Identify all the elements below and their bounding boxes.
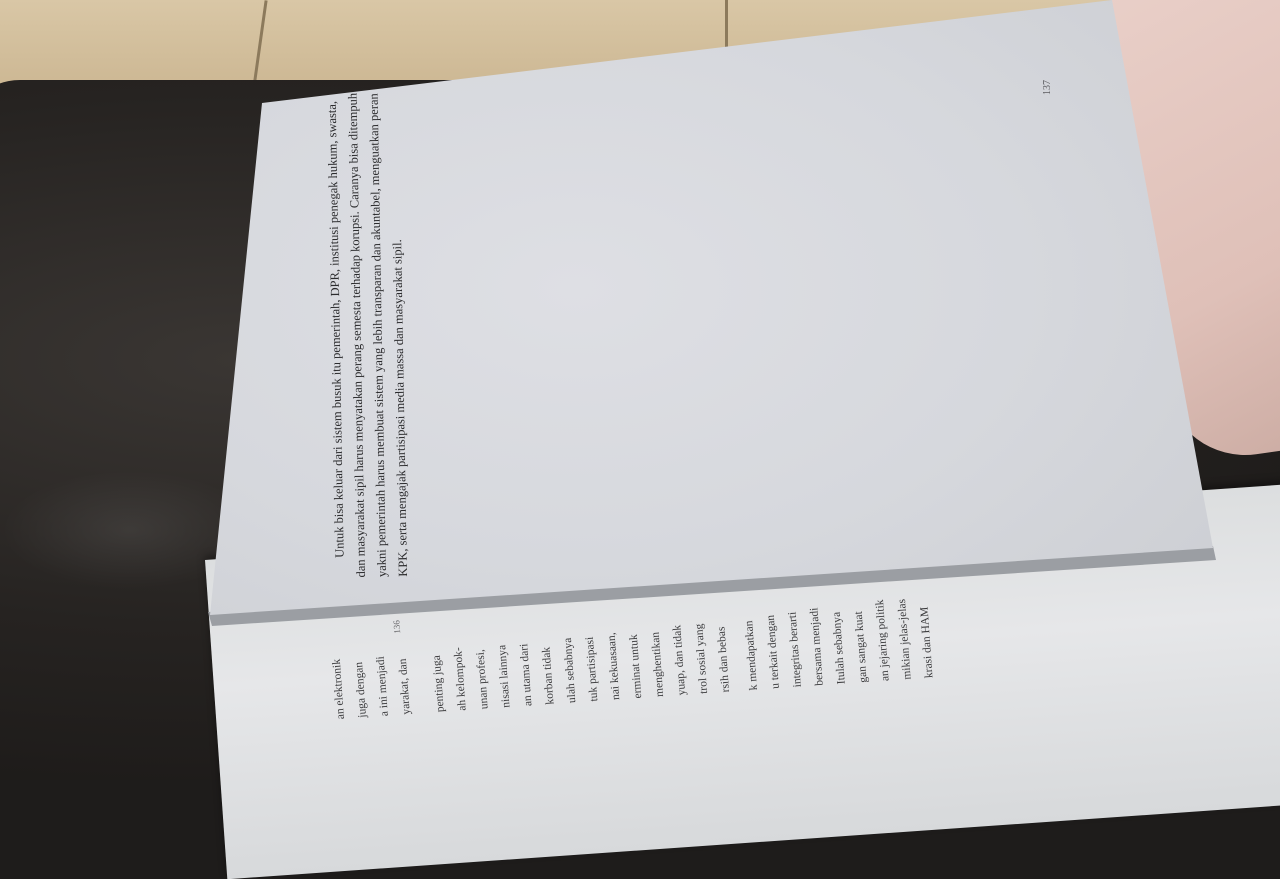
text-line: gan sangat kuat [852,610,870,684]
text-line: an elektronik [330,658,347,720]
text-line: unan profesi, [474,648,491,710]
text-line: yarakat, dan [396,658,413,716]
text-line: krasi dan HAM [918,606,936,679]
text-line: juga dengan [353,661,369,719]
text-line: KPK, serta mengajak partisipasi media massa dan masyarakat sipil. [390,239,410,577]
text-line: an jejaring politik [873,599,892,682]
text-line: yakni pemerintah harus membuat sistem yang lebih transparan dan akuntabel, menguatkan peran [366,93,389,578]
text-line: ulah sebabnya [561,637,579,704]
text-line: an utama dari [518,643,535,707]
text-line: k mendapatkan [743,620,760,691]
text-line: mikian jelas-jelas [895,598,914,681]
text-line: erminat untuk [627,633,645,699]
text-line: korban tidak [540,646,557,706]
text-line: trol sosial yang [693,623,711,695]
bottom-page-block-1 [326,654,418,720]
text-line: nai kekuasaan, [605,632,623,701]
text-line: integritas berarti [786,611,804,688]
text-line: bersama menjadi [808,607,826,687]
text-line: Untuk bisa keluar dari sistem busuk itu pemerintah, DPR, institusi penegak hukum, swasta, [324,100,347,558]
text-line: nisasi lainnya [496,644,513,709]
top-page-paragraph [322,92,414,578]
text-line: dan masyarakat sipil harus menyatakan perang semesta terhadap korupsi. Caranya bisa ditempuh [345,92,368,578]
text-line: menghentikan [649,631,667,698]
text-line: ah kelompok- [452,646,469,712]
text-line: u terkait dengan [764,614,782,690]
text-line: Itulah sebabnya [830,611,848,685]
text-line: yuap, dan tidak [671,624,689,696]
top-page-number: 137 [1042,80,1053,95]
text-line: tuk partisipasi [583,636,601,702]
text-line: rsih dan bebas [715,626,733,693]
bottom-page-number: 136 [391,619,403,635]
text-line: penting juga [430,654,447,713]
bottom-page-block-3 [737,596,940,691]
text-line: a ini menjadi [374,655,391,717]
